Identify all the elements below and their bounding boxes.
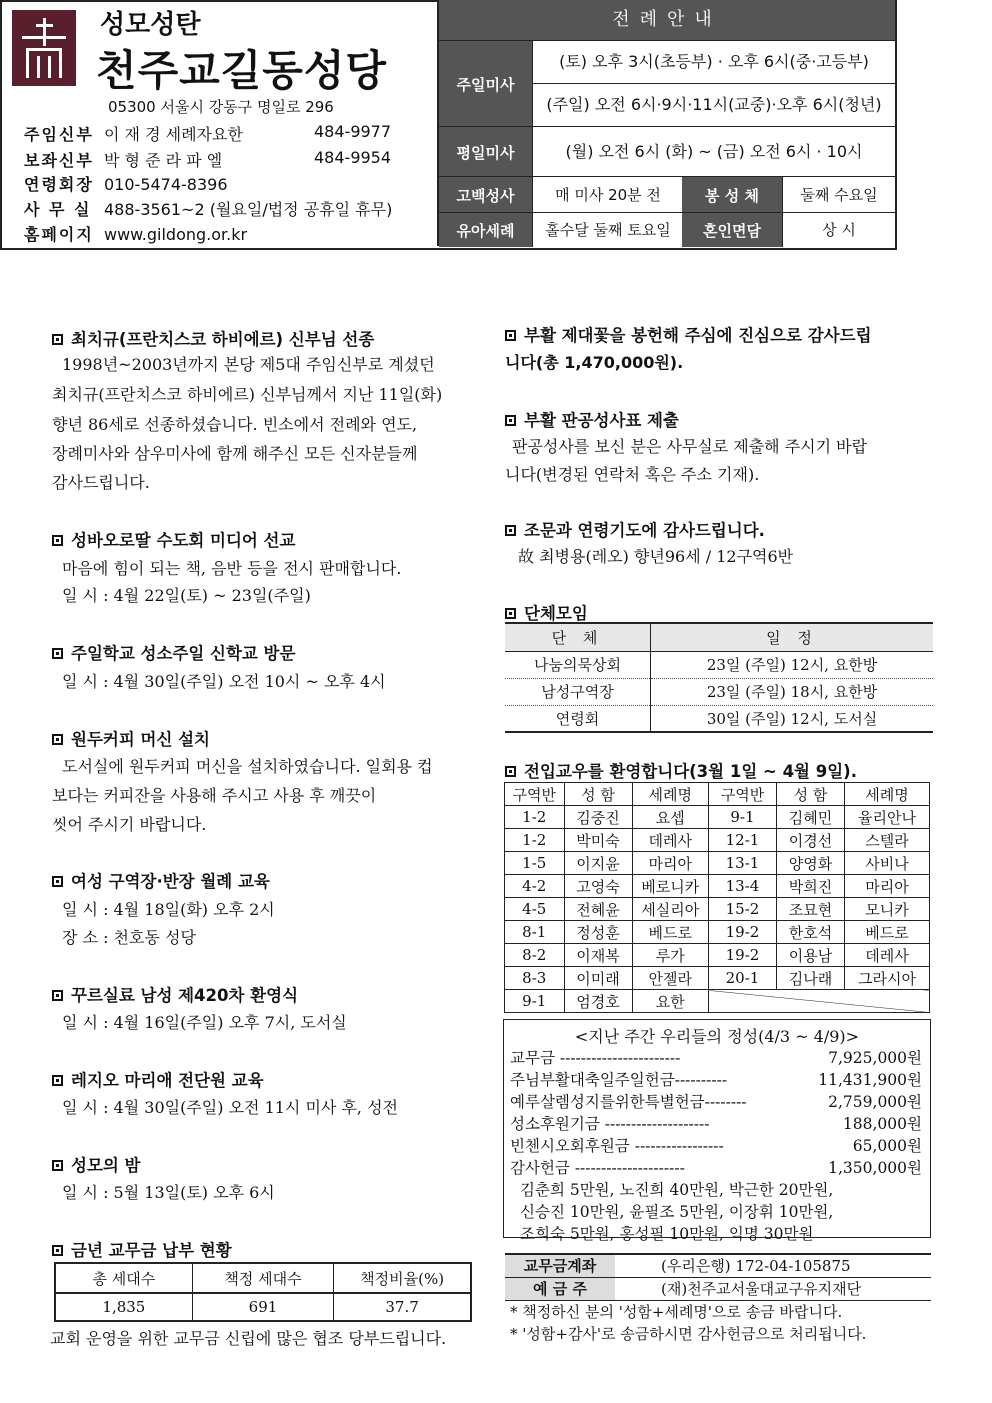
weekday-mass-row: 평일미사 (월) 오전 6시 (화) ~ (금) 오전 6시 · 10시 <box>439 126 895 177</box>
table-cell: 요셉 <box>632 806 709 829</box>
parish-name: 천주교길동성당 <box>96 46 388 95</box>
table-cell: 4-2 <box>505 875 565 898</box>
table-cell: 이용남 <box>777 944 845 967</box>
table-cell: 요한 <box>632 990 709 1013</box>
account-note-1: * 책정하신 분의 '성함+세례명'으로 송금 바랍니다. <box>510 1303 843 1321</box>
notice-title-condolence: 조문과 연령기도에 감사드립니다. <box>505 517 765 541</box>
notice-title-newcomers: 전입교우를 환영합니다(3월 1일 ~ 4월 9일). <box>505 758 857 782</box>
newcomers-table: 구역반 성 함 세례명 구역반 성 함 세례명 1-2 김중진 요셉 9-1 김혜민 율리안나 1-2 박미숙 데레사 12-1 이경선 스텔라 1-5 이지윤 마리아 13-1 양영화 사비나 4-2 고영숙 베로니카 13-4 박희진 마리아 4-5 전혜윤 세실리아 15-2 조묘현 모니카 8-1 정성훈 베드로 19-2 한호석 베드로 8-2 이재복 루가 19-2 이용남 데레사 8-3 이미래 안젤라 20-1 김나래 그라시아 9-1 엄경호 요한 <box>504 782 930 1013</box>
table-cell: 김나래 <box>777 967 845 990</box>
infant-baptism-row: 유아세례 홀수달 둘째 토요일 혼인면담 상 시 <box>439 212 895 247</box>
notice-title-women-education: 여성 구역장·반장 월례 교육 <box>52 868 270 892</box>
homepage-link[interactable]: www.gildong.or.kr <box>104 225 248 244</box>
table-row <box>505 806 930 829</box>
table-cell: 베로니카 <box>632 875 709 898</box>
table-cell: 박미숙 <box>564 829 632 852</box>
notice-title-dues: 금년 교무금 납부 현황 <box>52 1237 232 1261</box>
table-cell: 마리아 <box>845 875 930 898</box>
table-cell: 그라시아 <box>845 967 930 990</box>
mass-schedule-title: 전례안내 <box>439 0 895 40</box>
table-cell: 8-1 <box>505 921 565 944</box>
table-row: 남성구역장 23일 (주일) 18시, 요한방 <box>505 678 933 705</box>
table-cell: 9-1 <box>505 990 565 1013</box>
parish-info <box>0 0 437 246</box>
notice-title-groups: 단체모임 <box>505 600 588 624</box>
sunday-mass-row: 주일미사 (토) 오후 3시(초등부) · 오후 6시(중·고등부) (주일) 오전 6시·9시·11시(교중)·오후 6시(청년) <box>439 40 895 127</box>
table-cell: 이경선 <box>777 829 845 852</box>
table-cell: 모니카 <box>845 898 930 921</box>
table-row <box>505 852 930 875</box>
notice-title-legio: 레지오 마리애 전단원 교육 <box>52 1067 264 1091</box>
offering-summary: <지난 주간 우리들의 정성(4/3 ~ 4/9)> 교무금 ----------------------- 7,925,000원 주님부활대축일주일헌금---------- 11,431,900원 예루살렘성지를위한특별헌금-------- 2,759,000원 성소후원기금 -------------------- 188,000원 빈첸시오회후원금 ----------------- 65,000원 감사헌금 --------------------- 1,350,000원 김춘희 5만원, 노진희 40만원, 박근한 20만원, 신승진 10만원, 윤필조 5만원, 이장휘 10만원, 조희숙 5만원, 홍성필 10만원, 익명 30만원 <box>503 1019 931 1238</box>
table-cell: 세실리아 <box>632 898 709 921</box>
info-assistant-priest: 보좌신부 박 형 준 라 파 엘 484-9954 <box>24 148 392 170</box>
table-cell: 1-2 <box>505 829 565 852</box>
table-cell: 박희진 <box>777 875 845 898</box>
table-cell: 안젤라 <box>632 967 709 990</box>
notice-title-mary-night: 성모의 밤 <box>52 1152 141 1176</box>
notice-title-seminary: 주일학교 성소주일 신학교 방문 <box>52 640 295 664</box>
table-cell: 정성훈 <box>564 921 632 944</box>
notice-title-cursillo: 꾸르실료 남성 제420차 환영식 <box>52 982 298 1006</box>
table-cell: 13-4 <box>709 875 777 898</box>
table-cell: 8-2 <box>505 944 565 967</box>
notice-title-coffee: 원두커피 머신 설치 <box>52 726 210 750</box>
groups-table: 단 체 일 정 나눔의묵상회 23일 (주일) 12시, 요한방 남성구역장 23일 (주일) 18시, 요한방 연령회 30일 (주일) 12시, 도서실 <box>505 622 933 733</box>
table-row <box>505 944 930 967</box>
table-cell: 이미래 <box>564 967 632 990</box>
table-cell: 12-1 <box>709 829 777 852</box>
parish-feast-name: 성모성탄 <box>100 10 201 40</box>
notice-title-easter-flowers: 부활 제대꽃을 봉헌해 주심에 진심으로 감사드립 <box>505 322 872 346</box>
table-cell: 전혜윤 <box>564 898 632 921</box>
table-cell: 이지윤 <box>564 852 632 875</box>
church-logo-icon <box>12 10 76 86</box>
notice-title-confession-card: 부활 판공성사표 제출 <box>505 407 679 431</box>
table-cell: 율리안나 <box>845 806 930 829</box>
account-info: 교무금계좌 (우리은행) 172-04-105875 예 금 주 (재)천주교서울대교구유지재단 <box>505 1253 931 1301</box>
dues-note: 교회 운영을 위한 교무금 신립에 많은 협조 당부드립니다. <box>50 1329 447 1348</box>
confession-row: 고백성사 매 미사 20분 전 봉 성 체 둘째 수요일 <box>439 176 895 213</box>
table-cell: 1-5 <box>505 852 565 875</box>
table-cell: 양영화 <box>777 852 845 875</box>
info-pastor: 주임신부 이 재 경 세례자요한 484-9977 <box>24 122 392 144</box>
table-cell: 김혜민 <box>777 806 845 829</box>
table-cell: 마리아 <box>632 852 709 875</box>
table-cell: 조묘현 <box>777 898 845 921</box>
table-cell: 데레사 <box>845 944 930 967</box>
table-cell: 루가 <box>632 944 709 967</box>
info-homepage: 홈페이지 www.gildong.or.kr <box>24 225 248 244</box>
table-row <box>505 875 930 898</box>
dues-table: 총 세대수 책정 세대수 책정비율(%) 1,835 691 37.7 <box>54 1262 472 1322</box>
table-cell: 8-3 <box>505 967 565 990</box>
table-cell: 13-1 <box>709 852 777 875</box>
table-cell: 19-2 <box>709 921 777 944</box>
table-row <box>505 921 930 944</box>
mass-schedule <box>437 0 895 246</box>
table-cell: 베드로 <box>845 921 930 944</box>
account-note-2: * '성함+감사'로 송금하시면 감사헌금으로 처리됩니다. <box>510 1325 867 1343</box>
table-cell: 19-2 <box>709 944 777 967</box>
table-cell: 데레사 <box>632 829 709 852</box>
notice-title-funeral: 최치규(프란치스코 하비에르) 신부님 선종 <box>52 326 374 350</box>
offering-title: <지난 주간 우리들의 정성(4/3 ~ 4/9)> <box>574 1027 860 1046</box>
table-row <box>505 967 930 990</box>
parish-address: 05300 서울시 강동구 명일로 296 <box>108 98 334 116</box>
table-cell: 이재복 <box>564 944 632 967</box>
table-row <box>505 898 930 921</box>
table-cell: 20-1 <box>709 967 777 990</box>
table-row <box>505 990 930 1013</box>
info-funeral-head: 연령회장 010-5474-8396 <box>24 175 228 194</box>
table-row: 나눔의묵상회 23일 (주일) 12시, 요한방 <box>505 651 933 678</box>
bulletin-header <box>0 0 897 250</box>
table-cell: 한호석 <box>777 921 845 944</box>
info-office: 사 무 실 488-3561~2 (월요일/법정 공휴일 휴무) <box>24 200 393 219</box>
table-cell: 김중진 <box>564 806 632 829</box>
table-cell: 베드로 <box>632 921 709 944</box>
table-cell: 고영숙 <box>564 875 632 898</box>
table-cell: 스텔라 <box>845 829 930 852</box>
table-cell: 4-5 <box>505 898 565 921</box>
table-cell: 9-1 <box>709 806 777 829</box>
empty-cell <box>709 990 930 1013</box>
table-cell: 15-2 <box>709 898 777 921</box>
table-cell: 1-2 <box>505 806 565 829</box>
table-cell: 엄경호 <box>564 990 632 1013</box>
table-row <box>505 829 930 852</box>
notice-title-media: 성바오로딸 수도회 미디어 선교 <box>52 527 295 551</box>
table-cell: 사비나 <box>845 852 930 875</box>
table-row: 연령회 30일 (주일) 12시, 도서실 <box>505 705 933 732</box>
